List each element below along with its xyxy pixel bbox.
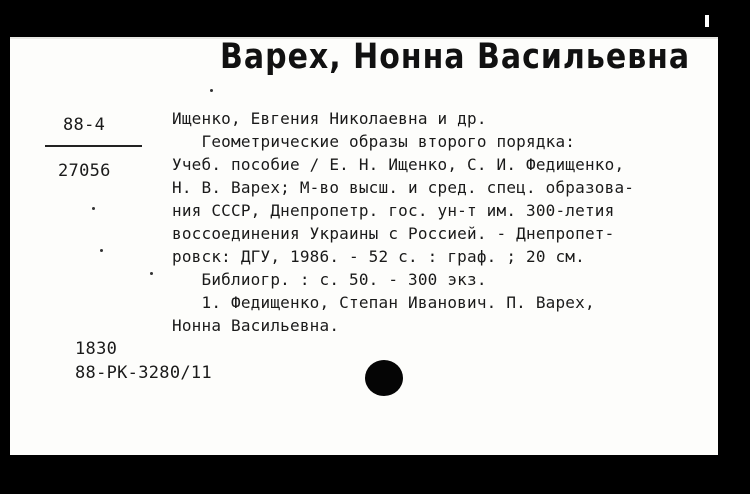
entry-line: ровск: ДГУ, 1986. - 52 с. : граф. ; 20 см.: [172, 247, 585, 266]
ink-speck: [92, 207, 95, 210]
entry-line: Геометрические образы второго порядка:: [172, 132, 576, 151]
accession-number: 27056: [58, 161, 111, 181]
entry-line: Библиогр. : с. 50. - 300 экз.: [172, 270, 487, 289]
ink-speck: [100, 249, 103, 252]
entry-line: 1. Федищенко, Степан Иванович. П. Варех,: [172, 293, 595, 312]
entry-line: Учеб. пособие / Е. Н. Ищенко, С. И. Федищенко,: [172, 155, 625, 174]
entry-line: ния СССР, Днепропетр. гос. ун-т им. 300-летия: [172, 201, 615, 220]
entry-line: Н. В. Варех; М-во высш. и сред. спец. образова-: [172, 178, 635, 197]
entry-line: воссоединения Украины с Россией. - Днепропет-: [172, 224, 615, 243]
ink-speck: [210, 89, 213, 92]
corner-mark: [705, 15, 709, 27]
entry-line: Ищенко, Евгения Николаевна и др.: [172, 109, 487, 128]
entry-line: Нонна Васильевна.: [172, 316, 340, 335]
catalog-card: [10, 37, 718, 455]
handwritten-heading: Варех, Нонна Васильевна: [220, 37, 691, 78]
footer-code: 88-РК-3280/11: [75, 363, 212, 383]
footer-number: 1830: [75, 339, 118, 359]
call-number-divider: [45, 145, 142, 147]
ink-blot: [365, 360, 403, 396]
ink-speck: [150, 272, 153, 275]
call-number: 88-4: [63, 115, 106, 135]
